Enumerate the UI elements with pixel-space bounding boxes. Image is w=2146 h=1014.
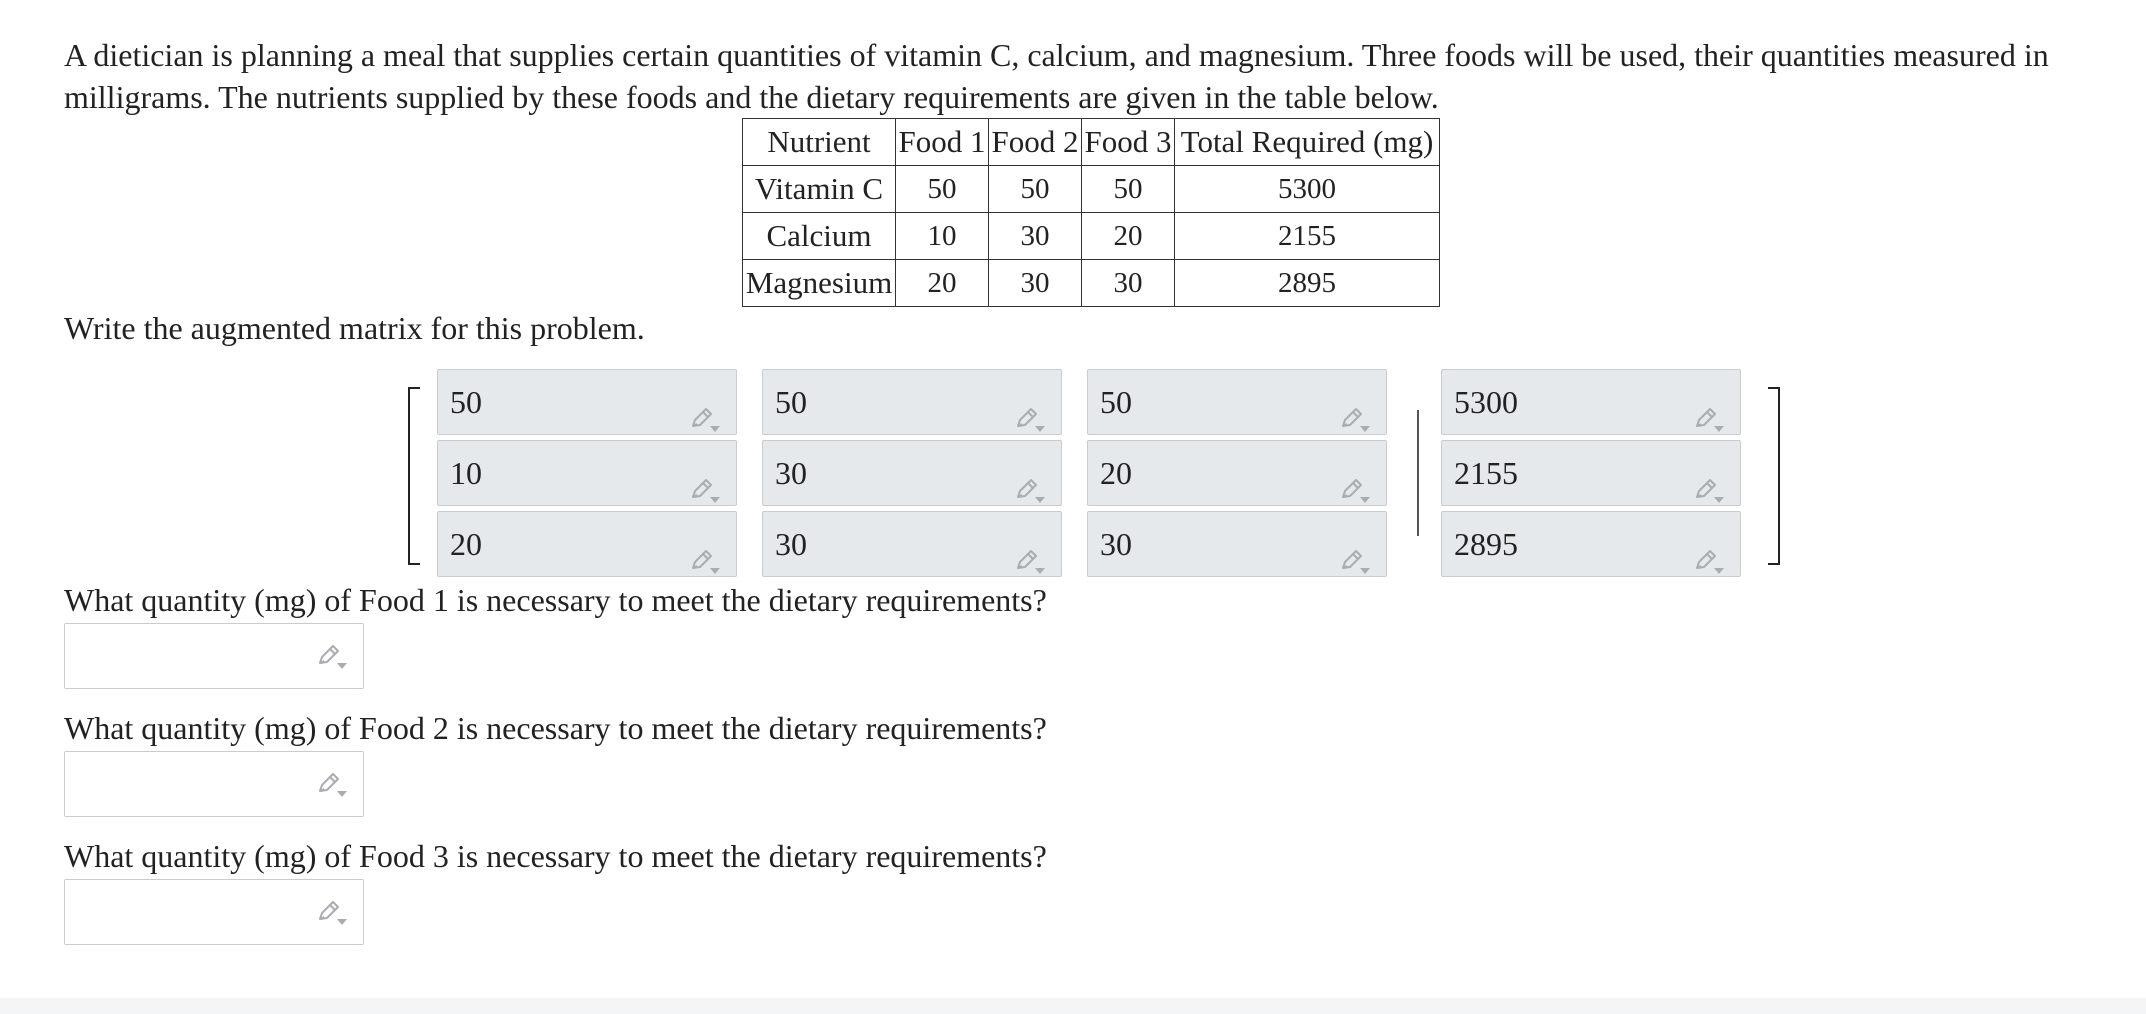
problem-statement [64, 34, 2084, 118]
pencil-dropdown-icon[interactable] [315, 900, 349, 926]
matrix-cell-input[interactable] [437, 440, 737, 506]
pencil-dropdown-icon[interactable] [1338, 390, 1372, 416]
table-cell: 30 [989, 213, 1082, 260]
matrix-cell-input[interactable] [762, 511, 1062, 577]
matrix-cell-input[interactable] [1441, 369, 1741, 435]
table-cell-nutrient: Magnesium [743, 260, 896, 307]
question-food-2: What quantity (mg) of Food 2 is necessary to meet the dietary requirements? [64, 710, 1047, 746]
pencil-dropdown-icon[interactable] [1338, 532, 1372, 558]
matrix-cell-input[interactable] [1087, 369, 1387, 435]
table-header-cell: Food 2 [989, 119, 1082, 166]
matrix-prompt: Write the augmented matrix for this problem. [64, 310, 645, 346]
matrix-cell-value: 50 [450, 384, 482, 420]
nutrient-table [742, 118, 1440, 307]
matrix-cell-value: 2155 [1454, 455, 1518, 491]
table-row [743, 213, 1440, 260]
pencil-dropdown-icon[interactable] [688, 461, 722, 487]
pencil-dropdown-icon[interactable] [1338, 461, 1372, 487]
table-cell: 5300 [1175, 166, 1440, 213]
pencil-dropdown-icon[interactable] [1013, 532, 1047, 558]
table-cell: 2155 [1175, 213, 1440, 260]
matrix-cell-value: 30 [775, 526, 807, 562]
augmented-divider [1417, 410, 1419, 536]
matrix-cell-input[interactable] [437, 511, 737, 577]
matrix-cell-value: 50 [1100, 384, 1132, 420]
table-cell: 30 [1082, 260, 1175, 307]
matrix-cell-value: 30 [1100, 526, 1132, 562]
matrix-cell-input[interactable] [1441, 511, 1741, 577]
problem-statement-line-1: A dietician is planning a meal that supplies certain quantities of vitamin C, calcium, and magnesium. Three foods will be used, their quantities measured in [64, 37, 2049, 73]
pencil-dropdown-icon[interactable] [1013, 390, 1047, 416]
answer-input-food-3[interactable] [64, 879, 364, 945]
pencil-dropdown-icon[interactable] [1692, 461, 1726, 487]
matrix-cell-value: 2895 [1454, 526, 1518, 562]
matrix-cell-input[interactable] [762, 369, 1062, 435]
pencil-dropdown-icon[interactable] [1692, 532, 1726, 558]
page-footer-band [0, 998, 2146, 1014]
matrix-left-bracket [408, 387, 420, 565]
problem-statement-line-2: milligrams. The nutrients supplied by these foods and the dietary requirements are given in the table below. [64, 79, 1439, 115]
table-header-cell: Nutrient [743, 119, 896, 166]
matrix-cell-value: 30 [775, 455, 807, 491]
table-cell: 50 [896, 166, 989, 213]
matrix-cell-value: 20 [450, 526, 482, 562]
matrix-cell-value: 50 [775, 384, 807, 420]
table-cell: 20 [896, 260, 989, 307]
pencil-dropdown-icon[interactable] [315, 772, 349, 798]
table-cell: 50 [989, 166, 1082, 213]
matrix-cell-input[interactable] [437, 369, 737, 435]
table-cell: 10 [896, 213, 989, 260]
pencil-dropdown-icon[interactable] [1692, 390, 1726, 416]
table-cell-nutrient: Calcium [743, 213, 896, 260]
table-header-row [743, 119, 1440, 166]
table-header-cell: Food 1 [896, 119, 989, 166]
table-header-cell: Food 3 [1082, 119, 1175, 166]
answer-input-food-1[interactable] [64, 623, 364, 689]
table-cell: 30 [989, 260, 1082, 307]
pencil-dropdown-icon[interactable] [688, 390, 722, 416]
matrix-cell-value: 10 [450, 455, 482, 491]
table-cell: 2895 [1175, 260, 1440, 307]
table-row [743, 166, 1440, 213]
question-food-3: What quantity (mg) of Food 3 is necessary to meet the dietary requirements? [64, 838, 1047, 874]
pencil-dropdown-icon[interactable] [315, 644, 349, 670]
matrix-cell-input[interactable] [1441, 440, 1741, 506]
question-food-1: What quantity (mg) of Food 1 is necessary to meet the dietary requirements? [64, 582, 1047, 618]
matrix-cell-value: 5300 [1454, 384, 1518, 420]
matrix-cell-input[interactable] [762, 440, 1062, 506]
matrix-cell-value: 20 [1100, 455, 1132, 491]
pencil-dropdown-icon[interactable] [1013, 461, 1047, 487]
matrix-cell-input[interactable] [1087, 511, 1387, 577]
answer-input-food-2[interactable] [64, 751, 364, 817]
table-header-cell: Total Required (mg) [1175, 119, 1440, 166]
pencil-dropdown-icon[interactable] [688, 532, 722, 558]
table-cell: 20 [1082, 213, 1175, 260]
table-row [743, 260, 1440, 307]
table-cell: 50 [1082, 166, 1175, 213]
table-cell-nutrient: Vitamin C [743, 166, 896, 213]
matrix-cell-input[interactable] [1087, 440, 1387, 506]
matrix-right-bracket [1768, 387, 1780, 565]
